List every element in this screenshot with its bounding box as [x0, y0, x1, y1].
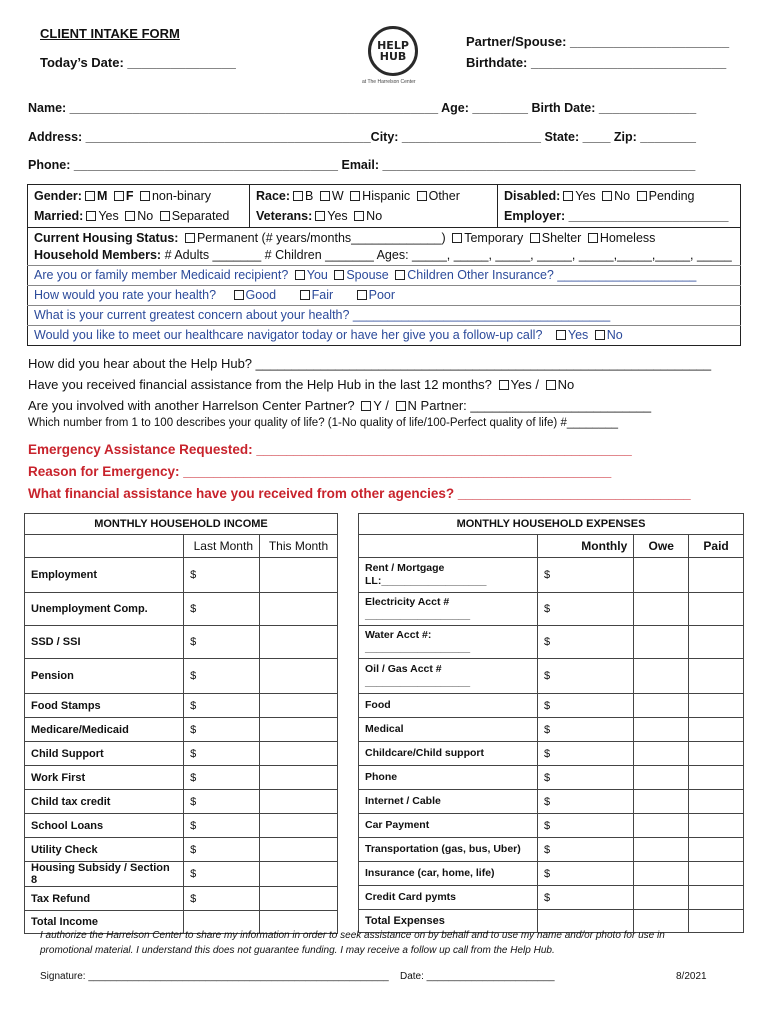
expense-row-label: Oil / Gas Acct # __________________	[359, 659, 538, 694]
expense-monthly-cell[interactable]	[538, 886, 634, 910]
income-last-month-cell[interactable]	[184, 790, 260, 814]
disabled-no-label: No	[614, 189, 631, 203]
income-row	[25, 626, 338, 659]
partner-y-label: Y /	[373, 398, 389, 413]
expense-owe-cell[interactable]	[634, 742, 689, 766]
income-this-month-cell[interactable]	[260, 790, 338, 814]
income-last-month-cell[interactable]	[184, 694, 260, 718]
expense-row	[359, 659, 744, 694]
expense-monthly-cell[interactable]	[538, 558, 634, 593]
help-hub-logo	[368, 26, 418, 76]
race-other-checkbox[interactable]	[417, 191, 427, 201]
income-this-month-cell[interactable]	[260, 694, 338, 718]
partner-n-checkbox[interactable]	[396, 401, 406, 411]
form-version: 8/2021	[676, 971, 707, 982]
expense-row-label: Internet / Cable	[359, 790, 538, 814]
health-poor-label: Poor	[368, 288, 396, 302]
box-hline	[27, 227, 741, 228]
income-this-month-cell[interactable]	[260, 887, 338, 911]
expense-paid-cell[interactable]	[689, 790, 744, 814]
household-members-field[interactable]: # Adults _______ # Children _______ Ages: _____, _____, _____, _____, _____,_____,_____, _____	[164, 248, 732, 262]
income-row	[25, 593, 338, 626]
income-row-label: Utility Check	[25, 838, 184, 862]
veterans-yes-label: Yes	[327, 209, 348, 223]
disabled-yes-checkbox[interactable]	[563, 191, 573, 201]
box-divider-1	[249, 184, 250, 228]
income-row-label: Unemployment Comp.	[25, 593, 184, 626]
currency-sign: $	[544, 636, 551, 648]
expense-total-label: Total Expenses	[359, 910, 538, 933]
expense-paid-cell[interactable]	[689, 694, 744, 718]
income-row-label: Medicare/Medicaid	[25, 718, 184, 742]
partner-question: Are you involved with another Harrelson Center Partner?	[28, 398, 355, 413]
currency-sign: $	[190, 771, 197, 784]
expense-owe-cell[interactable]	[634, 838, 689, 862]
expense-monthly-cell[interactable]	[538, 718, 634, 742]
partner-y-checkbox[interactable]	[361, 401, 371, 411]
income-last-month-cell[interactable]	[184, 558, 260, 593]
expense-paid-cell[interactable]	[689, 766, 744, 790]
income-row-label: Employment	[25, 558, 184, 593]
housing-temporary-label: Temporary	[464, 231, 524, 245]
expenses-table	[358, 513, 744, 933]
gender-m-checkbox[interactable]	[85, 191, 95, 201]
navigator-yes-checkbox[interactable]	[556, 330, 566, 340]
expense-owe-cell[interactable]	[634, 814, 689, 838]
income-row	[25, 742, 338, 766]
hear-about-field[interactable]: How did you hear about the Help Hub? _______________________________________________________________	[28, 356, 712, 371]
expense-owe-cell[interactable]	[634, 626, 689, 659]
health-poor-checkbox[interactable]	[357, 290, 367, 300]
logo-text-top: HELP	[377, 39, 409, 52]
box-hline-4	[27, 305, 741, 306]
income-row	[25, 887, 338, 911]
housing-temporary-checkbox[interactable]	[452, 233, 462, 243]
income-this-month-cell[interactable]	[260, 626, 338, 659]
expense-row-label: Car Payment	[359, 814, 538, 838]
box-divider-2	[497, 184, 498, 228]
medicaid-children-label: Children	[407, 268, 454, 282]
expense-paid-cell[interactable]	[689, 862, 744, 886]
expense-owe-cell[interactable]	[634, 593, 689, 626]
income-row	[25, 814, 338, 838]
expense-paid-cell[interactable]	[689, 558, 744, 593]
income-total-label: Total Income	[25, 911, 184, 934]
housing-row	[34, 231, 655, 245]
expense-monthly-cell[interactable]	[538, 593, 634, 626]
income-last-month-cell[interactable]	[184, 626, 260, 659]
veterans-no-label: No	[366, 209, 383, 223]
income-this-month-cell[interactable]	[260, 742, 338, 766]
housing-shelter-label: Shelter	[541, 231, 582, 245]
currency-sign: $	[544, 569, 551, 581]
expense-row	[359, 593, 744, 626]
income-this-month-cell[interactable]	[260, 718, 338, 742]
expense-monthly-cell[interactable]	[538, 790, 634, 814]
income-last-month-cell[interactable]	[184, 766, 260, 790]
currency-sign: $	[190, 795, 197, 808]
housing-permanent-checkbox[interactable]	[185, 233, 195, 243]
race-hispanic-checkbox[interactable]	[350, 191, 360, 201]
income-row	[25, 862, 338, 887]
currency-sign: $	[544, 891, 551, 904]
race-w-label: W	[331, 189, 344, 203]
income-last-month-cell[interactable]	[184, 887, 260, 911]
expense-row	[359, 814, 744, 838]
partner-spouse-field[interactable]: Partner/Spouse: ______________________	[466, 34, 730, 49]
expense-owe-cell[interactable]	[634, 659, 689, 694]
box-hline-2	[27, 265, 741, 266]
financial-assist-question: Have you received financial assistance from the Help Hub in the last 12 months?	[28, 377, 492, 392]
navigator-row	[34, 328, 623, 342]
financial-assist-row	[28, 377, 574, 392]
medicaid-spouse-label: Spouse	[346, 268, 389, 282]
income-last-month-cell[interactable]	[184, 593, 260, 626]
form-title: CLIENT INTAKE FORM	[40, 26, 180, 41]
income-col-blank	[25, 535, 184, 558]
address-row[interactable]: Address: _________________________________________City: ____________________ State: ____ Zip: ________	[28, 130, 696, 144]
expense-monthly-cell[interactable]	[538, 659, 634, 694]
expense-paid-cell[interactable]	[689, 593, 744, 626]
income-title: MONTHLY HOUSEHOLD INCOME	[25, 514, 338, 535]
income-row	[25, 718, 338, 742]
currency-sign: $	[190, 636, 197, 648]
race-hispanic-label: Hispanic	[362, 189, 411, 203]
married-no-label: No	[137, 209, 154, 223]
expense-monthly-cell[interactable]	[538, 626, 634, 659]
other-agencies-field[interactable]: What financial assistance have you received from other agencies? _______________________________	[28, 486, 691, 501]
medicaid-question: Are you or family member Medicaid recipient?	[34, 268, 289, 282]
disabled-row	[504, 189, 695, 203]
veterans-yes-checkbox[interactable]	[315, 211, 325, 221]
income-row	[25, 790, 338, 814]
veterans-label: Veterans:	[256, 209, 313, 223]
currency-sign: $	[544, 843, 551, 856]
expense-paid-cell[interactable]	[689, 814, 744, 838]
expense-owe-cell[interactable]	[634, 718, 689, 742]
expense-owe-cell[interactable]	[634, 694, 689, 718]
gender-row	[34, 189, 211, 203]
disabled-yes-label: Yes	[575, 189, 596, 203]
race-b-checkbox[interactable]	[293, 191, 303, 201]
medicaid-row	[34, 268, 696, 282]
health-good-checkbox[interactable]	[234, 290, 244, 300]
expense-row-label: Water Acct #: __________________	[359, 626, 538, 659]
expense-paid-cell[interactable]	[689, 718, 744, 742]
income-col-last-month: Last Month	[184, 535, 260, 558]
expense-row	[359, 694, 744, 718]
race-b-label: B	[305, 189, 314, 203]
navigator-yes-label: Yes	[567, 328, 589, 342]
housing-shelter-checkbox[interactable]	[530, 233, 540, 243]
expense-owe-cell[interactable]	[634, 558, 689, 593]
income-row-label: Work First	[25, 766, 184, 790]
expense-row-label: Phone	[359, 766, 538, 790]
race-other-label: Other	[428, 189, 460, 203]
expense-paid-cell[interactable]	[689, 659, 744, 694]
birthdate-field[interactable]: Birthdate: ___________________________	[466, 55, 727, 70]
fa-yes-label: Yes /	[510, 377, 539, 392]
income-this-month-cell[interactable]	[260, 766, 338, 790]
expense-row	[359, 790, 744, 814]
currency-sign: $	[190, 843, 197, 856]
housing-permanent-label: Permanent (# years/months_____________)	[196, 231, 446, 245]
expense-monthly-cell[interactable]	[538, 838, 634, 862]
other-insurance-field[interactable]: Other Insurance? ____________________	[457, 268, 697, 282]
income-row-label: Tax Refund	[25, 887, 184, 911]
health-fair-checkbox[interactable]	[300, 290, 310, 300]
medicaid-children-checkbox[interactable]	[395, 270, 405, 280]
navigator-no-label: No	[606, 328, 623, 342]
navigator-no-checkbox[interactable]	[595, 330, 605, 340]
income-this-month-cell[interactable]	[260, 838, 338, 862]
income-row-label: Child tax credit	[25, 790, 184, 814]
health-good-label: Good	[245, 288, 277, 302]
expenses-col-monthly: Monthly	[538, 535, 634, 558]
household-row	[34, 248, 732, 262]
emergency-requested-field[interactable]: Emergency Assistance Requested: __________________________________________________	[28, 442, 632, 457]
navigator-question: Would you like to meet our healthcare navigator today or have her give you a follow-up call?	[34, 328, 543, 342]
income-col-this-month: This Month	[260, 535, 338, 558]
expense-row	[359, 886, 744, 910]
medicaid-you-label: You	[306, 268, 328, 282]
employer-field[interactable]: Employer: _______________________	[504, 209, 729, 223]
income-row	[25, 659, 338, 694]
currency-sign: $	[544, 867, 551, 880]
medicaid-spouse-checkbox[interactable]	[334, 270, 344, 280]
income-row-label: Food Stamps	[25, 694, 184, 718]
currency-sign: $	[190, 747, 197, 760]
fa-yes-checkbox[interactable]	[499, 380, 509, 390]
currency-sign: $	[190, 670, 197, 682]
currency-sign: $	[544, 795, 551, 808]
medicaid-you-checkbox[interactable]	[295, 270, 305, 280]
expense-monthly-cell[interactable]	[538, 742, 634, 766]
household-label: Household Members:	[34, 248, 162, 262]
race-label: Race:	[256, 189, 291, 203]
expense-row	[359, 742, 744, 766]
expense-row-label: Childcare/Child support	[359, 742, 538, 766]
expense-owe-cell[interactable]	[634, 766, 689, 790]
box-hline-3	[27, 285, 741, 286]
income-this-month-cell[interactable]	[260, 814, 338, 838]
race-w-checkbox[interactable]	[320, 191, 330, 201]
gender-nb-checkbox[interactable]	[140, 191, 150, 201]
income-this-month-cell[interactable]	[260, 862, 338, 887]
expenses-col-blank	[359, 535, 538, 558]
income-row-label: SSD / SSI	[25, 626, 184, 659]
partner-row	[28, 398, 651, 413]
income-this-month-cell[interactable]	[260, 593, 338, 626]
income-this-month-cell[interactable]	[260, 558, 338, 593]
currency-sign: $	[544, 699, 551, 712]
disabled-label: Disabled:	[504, 189, 561, 203]
veterans-no-checkbox[interactable]	[354, 211, 364, 221]
disabled-no-checkbox[interactable]	[602, 191, 612, 201]
quality-of-life-field[interactable]: Which number from 1 to 100 describes your quality of life? (1-No quality of life/100-Perfect quality of life) #________	[28, 417, 619, 429]
income-table	[24, 513, 338, 934]
married-yes-checkbox[interactable]	[86, 211, 96, 221]
expense-paid-cell[interactable]	[689, 838, 744, 862]
authorization-line-1: I authorize the Harrelson Center to share my information in order to seek assistance on by behalf and to use my name and/or photo for use in	[40, 930, 665, 941]
income-row-label: Housing Subsidy / Section 8	[25, 862, 184, 887]
expense-monthly-cell[interactable]	[538, 814, 634, 838]
married-yes-label: Yes	[98, 209, 119, 223]
housing-label: Current Housing Status:	[34, 231, 179, 245]
fa-no-checkbox[interactable]	[546, 380, 556, 390]
expense-row-label: Rent / Mortgage LL:__________________	[359, 558, 538, 593]
currency-sign: $	[544, 670, 551, 682]
currency-sign: $	[190, 892, 197, 905]
authorization-line-2: promotional material. I understand this does not guarantee funding. I may receive a follow up call from the Help Hub.	[40, 945, 555, 956]
married-sep-checkbox[interactable]	[160, 211, 170, 221]
health-fair-label: Fair	[311, 288, 334, 302]
currency-sign: $	[190, 603, 197, 615]
income-row	[25, 838, 338, 862]
currency-sign: $	[544, 819, 551, 832]
gender-label: Gender:	[34, 189, 82, 203]
disabled-pending-label: Pending	[648, 189, 695, 203]
income-last-month-cell[interactable]	[184, 742, 260, 766]
expense-owe-cell[interactable]	[634, 790, 689, 814]
married-label: Married:	[34, 209, 84, 223]
expense-row-label: Insurance (car, home, life)	[359, 862, 538, 886]
disabled-pending-checkbox[interactable]	[637, 191, 647, 201]
emergency-reason-field[interactable]: Reason for Emergency: _________________________________________________________	[28, 464, 612, 479]
currency-sign: $	[544, 771, 551, 784]
signature-date-field[interactable]: Date: _______________________	[400, 971, 555, 982]
expense-row-label: Credit Card pymts	[359, 886, 538, 910]
currency-sign: $	[190, 723, 197, 736]
expense-total-paid-cell[interactable]	[689, 910, 744, 933]
expense-row	[359, 626, 744, 659]
expenses-col-owe: Owe	[634, 535, 689, 558]
fa-no-label: No	[557, 377, 575, 392]
income-last-month-cell[interactable]	[184, 838, 260, 862]
veterans-row	[256, 209, 382, 223]
expense-monthly-cell[interactable]	[538, 862, 634, 886]
income-last-month-cell[interactable]	[184, 862, 260, 887]
gender-m-label: M	[96, 189, 108, 203]
income-last-month-cell[interactable]	[184, 659, 260, 694]
currency-sign: $	[190, 868, 197, 880]
expense-paid-cell[interactable]	[689, 886, 744, 910]
expense-row-label: Transportation (gas, bus, Uber)	[359, 838, 538, 862]
phone-email-row[interactable]: Phone: ______________________________________ Email: _____________________________________________	[28, 158, 696, 172]
income-row	[25, 558, 338, 593]
name-age-birth-row[interactable]: Name: _____________________________________________________ Age: ________ Birth Date: ______________	[28, 101, 697, 115]
married-no-checkbox[interactable]	[125, 211, 135, 221]
expenses-title: MONTHLY HOUSEHOLD EXPENSES	[359, 514, 744, 535]
health-row	[34, 288, 395, 302]
signature-field[interactable]: Signature: ______________________________________________________	[40, 971, 389, 982]
income-this-month-cell[interactable]	[260, 659, 338, 694]
expense-row	[359, 718, 744, 742]
expense-owe-cell[interactable]	[634, 862, 689, 886]
gender-f-label: F	[125, 189, 134, 203]
married-sep-label: Separated	[171, 209, 230, 223]
income-row-label: School Loans	[25, 814, 184, 838]
housing-homeless-checkbox[interactable]	[588, 233, 598, 243]
income-row-label: Pension	[25, 659, 184, 694]
income-last-month-cell[interactable]	[184, 814, 260, 838]
income-row	[25, 766, 338, 790]
expense-row-label: Food	[359, 694, 538, 718]
todays-date-field[interactable]: Today’s Date: _______________	[40, 55, 236, 70]
gender-nb-label: non-binary	[151, 189, 212, 203]
currency-sign: $	[544, 603, 551, 615]
currency-sign: $	[190, 699, 197, 712]
logo-text-bottom: HUB	[379, 50, 407, 63]
logo-subtitle: at The Harrelson Center	[362, 79, 416, 85]
income-row	[25, 694, 338, 718]
income-last-month-cell[interactable]	[184, 718, 260, 742]
partner-name-field[interactable]: N Partner: _________________________	[407, 398, 652, 413]
housing-homeless-label: Homeless	[599, 231, 656, 245]
health-question: How would you rate your health?	[34, 288, 217, 302]
expense-paid-cell[interactable]	[689, 626, 744, 659]
expense-row	[359, 862, 744, 886]
race-row	[256, 189, 460, 203]
expense-row	[359, 558, 744, 593]
expense-owe-cell[interactable]	[634, 886, 689, 910]
expense-paid-cell[interactable]	[689, 742, 744, 766]
currency-sign: $	[190, 569, 197, 581]
expense-monthly-cell[interactable]	[538, 694, 634, 718]
currency-sign: $	[544, 747, 551, 760]
expense-row	[359, 766, 744, 790]
gender-f-checkbox[interactable]	[114, 191, 124, 201]
health-concern-field[interactable]: What is your current greatest concern about your health? _____________________________________	[34, 308, 611, 322]
expense-row	[359, 838, 744, 862]
currency-sign: $	[190, 819, 197, 832]
expense-row-label: Electricity Acct # __________________	[359, 593, 538, 626]
expenses-col-paid: Paid	[689, 535, 744, 558]
expense-row-label: Medical	[359, 718, 538, 742]
married-row	[34, 209, 229, 223]
expense-monthly-cell[interactable]	[538, 766, 634, 790]
box-hline-5	[27, 325, 741, 326]
currency-sign: $	[544, 723, 551, 736]
income-row-label: Child Support	[25, 742, 184, 766]
